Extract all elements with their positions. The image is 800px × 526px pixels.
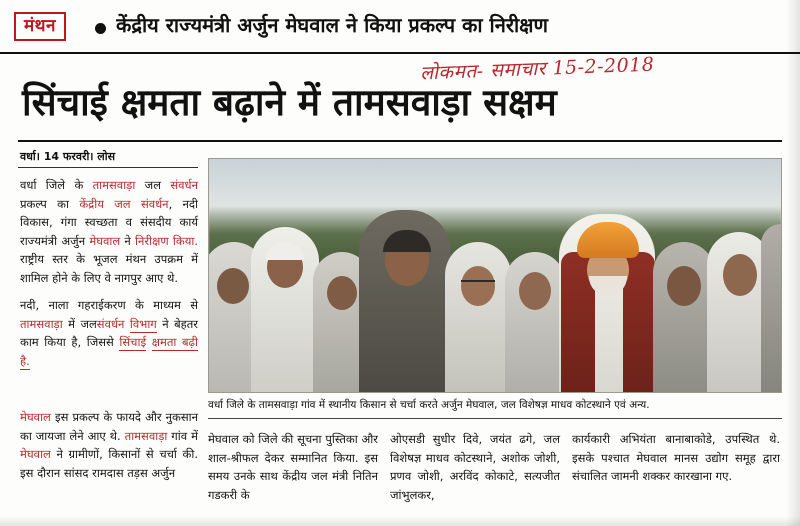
paragraph: मेघवाल इस प्रकल्प के फायदे और नुकसान का जायजा लेने आए थे. तामसवाड़ा गांव में मेघवाल ने ग्रामीणों, किसानों से चर्चा की. इस दौरान सांसद रामदास तड़स अर्जुन (20, 410, 198, 480)
photo-figure (653, 242, 715, 392)
photo-figure-head (667, 266, 701, 306)
caption-divider (208, 418, 782, 419)
photo-figure-head (217, 268, 249, 304)
headline-divider (18, 140, 782, 142)
press-photo-minister-with-villagers (208, 158, 782, 393)
page-title: सिंचाई क्षमता बढ़ाने में तामसवाड़ा सक्षम (22, 81, 557, 124)
publication-logo: मंथन (14, 12, 66, 41)
scan-edge-shadow-bottom (0, 516, 800, 526)
dateline-divider (18, 167, 198, 168)
article-column-left-bottom (20, 408, 198, 491)
article-column-mid (208, 430, 378, 513)
photo-caption: वर्धा जिले के तामसवाड़ा गांव में स्थानीय किसान से चर्चा करते अर्जुन मेघवाल, जल विशेषज्ञ माधव कोटस्थाने एवं अन्य. (208, 399, 650, 411)
paragraph: नदी, नाला गहराईकरण के माध्यम से तामसवाड़ा में जलसंवर्धन विभाग ने बेहतर काम किया है, जिससे सिंचाई क्षमता बढ़ी है. (20, 298, 198, 368)
bullet-dot-icon (95, 23, 106, 34)
paragraph: वर्धा जिले के तामसवाड़ा जल संवर्धन प्रकल्प का केंद्रीय जल संवर्धन, नदी विकास, गंगा स्वच्छता व संसदीय कार्य राज्यमंत्री अर्जुन मेघवाल ने निरीक्षण किया. राष्ट्रीय स्तर के भूजल मंथन उपक्रम में शामिल होने के लिए वे नागपुर आए थे. (20, 178, 199, 285)
handwritten-source-note: लोकमत- समाचार 15-2-2018 (419, 53, 655, 85)
photo-figure-glasses (461, 280, 495, 288)
paragraph: मेघवाल को जिले की सूचना पुस्तिका और शाल-श्रीफल देकर सम्मानित किया. इस समय उनके साथ केंद्रीय जल मंत्री नितिन गडकरी के (208, 432, 378, 502)
masthead (0, 0, 800, 54)
photo-crowd (209, 210, 781, 392)
scan-edge-shadow-right (786, 0, 800, 526)
photo-figure-head (723, 254, 757, 296)
photo-figure (761, 224, 782, 392)
article-column-left-top (20, 176, 198, 379)
paragraph: ओएसडी सुधीर दिवे, जयंत ढगे, जल विशेषज्ञ माधव कोटस्थाने, अशोक जोशी, प्रणव जोशी, अरविंद कोकाटे, सत्यजीत जांभुलकर, (390, 432, 560, 502)
dateline: वर्धा। 14 फरवरी। लोस (20, 150, 116, 163)
paragraph: कार्यकारी अभियंता बानाबाकोडे, उपस्थित थे. इसके पश्चात मेघवाल मानस उद्योग समूह द्वारा संचालित जामनी शक्कर कारखाना गए. (572, 432, 780, 483)
photo-figure-head (519, 272, 551, 310)
article-column-right (572, 430, 780, 495)
kicker-headline: केंद्रीय राज्यमंत्री अर्जुन मेघवाल ने किया प्रकल्प का निरीक्षण (116, 13, 548, 37)
photo-figure (445, 242, 511, 392)
article-column-mid2 (390, 430, 560, 513)
